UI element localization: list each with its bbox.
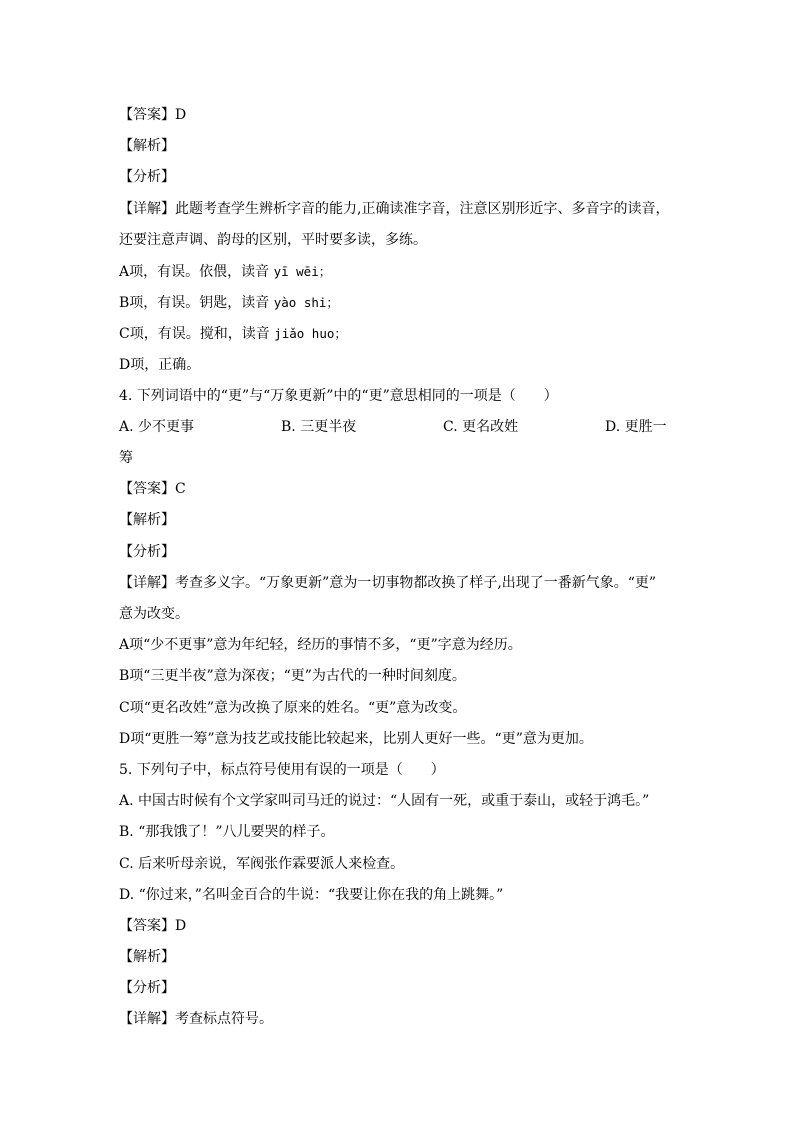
q3-option-a-pinyin: yī wēi； bbox=[273, 263, 332, 279]
q4-jiexi-heading: 【解析】 bbox=[119, 512, 175, 529]
q5-question: 5. 下列句子中，标点符号使用有误的一项是（ ） bbox=[119, 761, 445, 778]
q5-fenxi-heading: 【分析】 bbox=[119, 980, 175, 997]
q3-detail-line-2: 还要注意声调、韵母的区别，平时要多读，多练。 bbox=[119, 231, 427, 248]
q4-option-a-explain: A项“少不更事”意为年纪轻，经历的事情不多，“更”字意为经历。 bbox=[119, 637, 522, 654]
q4-option-d: D. 更胜一 bbox=[605, 418, 667, 435]
q3-option-d-explain: D项，正确。 bbox=[119, 356, 201, 373]
q3-option-b-pinyin: yào shi； bbox=[273, 295, 339, 311]
document-page bbox=[119, 100, 675, 1036]
q4-detail-line-2: 意为改变。 bbox=[119, 606, 189, 622]
q3-option-c-text: C项，有误。搅和，读音 bbox=[119, 326, 270, 343]
q4-option-b-explain: B项“三更半夜”意为深夜；“更”为古代的一种时间刻度。 bbox=[119, 668, 466, 685]
q4-detail-line-1: 【详解】考查多义字。“万象更新”意为一切事物都改换了样子,出现了一番新气象。“更” bbox=[119, 574, 657, 591]
q5-jiexi-heading: 【解析】 bbox=[119, 949, 175, 966]
q5-option-c: C. 后来听母亲说，军阀张作霖要派人来检查。 bbox=[119, 855, 405, 872]
q4-options bbox=[119, 412, 675, 443]
q3-option-a-explain bbox=[119, 256, 675, 287]
q4-answer: 【答案】C bbox=[119, 481, 186, 498]
q4-option-b: B. 三更半夜 bbox=[281, 418, 357, 435]
q4-option-c: C. 更名改姓 bbox=[443, 418, 519, 435]
q5-option-d: D. “你过来，”名叫金百合的牛说：“我要让你在我的角上跳舞。” bbox=[119, 886, 504, 903]
q5-option-b: B. “那我饿了！”八儿要哭的样子。 bbox=[119, 824, 335, 841]
q4-option-c-explain: C项“更名改姓”意为改换了原来的姓名。“更”意为改变。 bbox=[119, 699, 467, 716]
q3-fenxi-heading: 【分析】 bbox=[119, 169, 175, 186]
q3-option-c-pinyin: jiǎo huo； bbox=[274, 326, 347, 342]
q5-answer: 【答案】D bbox=[119, 917, 187, 934]
q3-jiexi-heading: 【解析】 bbox=[119, 138, 175, 155]
q3-option-b-explain bbox=[119, 287, 675, 318]
q3-answer: 【答案】D bbox=[119, 107, 187, 123]
q5-option-a: A. 中国古时候有个文学家叫司马迁的说过：“人固有一死，或重于泰山，或轻于鸿毛。” bbox=[119, 793, 650, 810]
q5-detail: 【详解】考查标点符号。 bbox=[119, 1011, 273, 1028]
q3-option-c-explain bbox=[119, 318, 675, 349]
q3-option-a-text: A项，有误。依偎，读音 bbox=[119, 263, 270, 280]
q3-detail-line-1: 【详解】此题考查学生辨析字音的能力,正确读准字音，注意区别形近字、多音字的读音， bbox=[119, 200, 670, 217]
q4-question: 4. 下列词语中的“更”与“万象更新”中的“更”意思相同的一项是（ ） bbox=[119, 387, 558, 404]
q4-option-d-continued: 筹 bbox=[119, 450, 133, 467]
q4-option-d-explain: D项“更胜一筹”意为技艺或技能比较起来，比别人更好一些。“更”意为更加。 bbox=[119, 730, 593, 747]
q4-fenxi-heading: 【分析】 bbox=[119, 543, 175, 560]
q4-option-a: A. 少不更事 bbox=[119, 418, 195, 435]
q3-option-b-text: B项，有误。钥匙，读音 bbox=[119, 295, 270, 312]
